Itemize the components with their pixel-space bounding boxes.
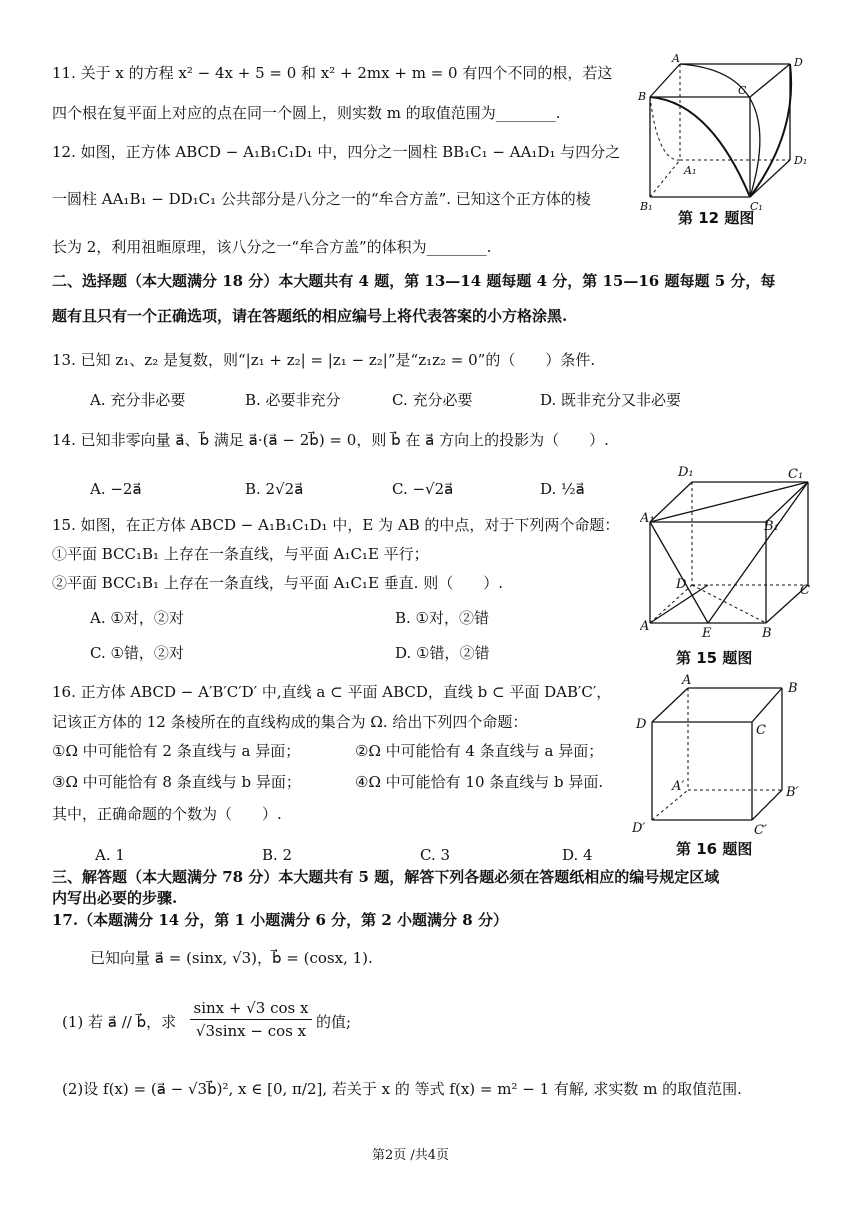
fig12-label-c: C (738, 84, 747, 97)
q15-stem: 15. 如图，在正方体 ABCD − A₁B₁C₁D₁ 中，E 为 AB 的中点，对于下列两个命题： (52, 516, 620, 534)
q11-line-2: 四个根在复平面上对应的点在同一个圆上，则实数 m 的取值范围为________. (52, 104, 561, 122)
fig16-label-c: C (756, 723, 766, 738)
q16-proposition-1: ①Ω 中可能恰有 2 条直线与 a 异面； (52, 742, 301, 760)
fig16-label-c-prime: C′ (754, 823, 767, 838)
fig12-label-c1: C₁ (750, 200, 763, 212)
q15-option-b: B. ①对，②错 (395, 609, 490, 627)
fig15-label-b1: B₁ (764, 519, 779, 534)
figure-12-caption: 第 12 题图 (678, 209, 755, 227)
q17-part-1-prefix: (1) 若 a⃗ // b⃗，求 (62, 1013, 177, 1031)
fig15-label-e: E (702, 626, 712, 640)
fig12-label-b: B (638, 90, 647, 103)
fig15-label-a: A (640, 619, 650, 634)
q17-part-1-fraction (190, 998, 312, 1041)
fig12-label-d: D (794, 56, 803, 69)
q13-option-c: C. 充分必要 (392, 391, 473, 409)
section-3-line-2: 内写出必要的步骤. (52, 889, 178, 907)
q14-option-a: A. −2a⃗ (90, 480, 142, 498)
q13-option-a: A. 充分非必要 (90, 391, 186, 409)
q16-option-a: A. 1 (95, 846, 125, 864)
fraction-bar (190, 1019, 312, 1020)
figure-15-diagram (640, 460, 815, 640)
fig16-label-b: B (788, 681, 798, 696)
q12-line-1: 12. 如图，正方体 ABCD − A₁B₁C₁D₁ 中，四分之一圆柱 BB₁C₁ − AA₁D₁ 与四分之 (52, 143, 621, 161)
q14-option-d: D. ½a⃗ (540, 480, 585, 498)
q14-option-c: C. −√2a⃗ (392, 480, 454, 498)
q16-option-b: B. 2 (262, 846, 293, 864)
q13-option-d: D. 既非充分又非必要 (540, 391, 682, 409)
figure-16-caption: 第 16 题图 (676, 840, 753, 858)
fig12-label-a: A (672, 52, 680, 65)
figure-12-diagram (638, 52, 816, 212)
q16-proposition-3: ③Ω 中可能恰有 8 条直线与 b 异面； (52, 773, 301, 791)
fig15-label-d1: D₁ (678, 465, 694, 480)
q17-fraction-numerator: sinx + √3 cos x (193, 999, 309, 1017)
fig16-label-b-prime: B′ (786, 785, 799, 800)
fig15-label-c: C (800, 583, 810, 598)
q16-proposition-2: ②Ω 中可能恰有 4 条直线与 a 异面； (355, 742, 604, 760)
q15-proposition-1: ①平面 BCC₁B₁ 上存在一条直线，与平面 A₁C₁E 平行； (52, 545, 429, 563)
q17-part-1-suffix: 的值; (316, 1013, 352, 1031)
q13-option-b: B. 必要非充分 (245, 391, 341, 409)
q17-header: 17.（本题满分 14 分，第 1 小题满分 6 分，第 2 小题满分 8 分） (52, 911, 508, 929)
section-3-line-1: 三、解答题（本大题满分 78 分）本大题共有 5 题，解答下列各题必须在答题纸相应的编号规定区域 (52, 868, 720, 886)
q17-given: 已知向量 a⃗ = (sinx, √3)，b⃗ = (cosx, 1). (90, 949, 373, 967)
fig15-label-c1: C₁ (788, 467, 804, 482)
fig16-label-a: A (682, 673, 692, 688)
q16-proposition-4: ④Ω 中可能恰有 10 条直线与 b 异面. (355, 773, 604, 791)
q12-line-3: 长为 2，利用祖暅原理，该八分之一“牟合方盖”的体积为________. (52, 238, 492, 256)
q17-part-2: (2)设 f(x) = (a⃗ − √3b⃗)², x ∈ [0, π/2], 若关于 x 的 等式 f(x) = m² − 1 有解, 求实数 m 的取值范围. (62, 1080, 742, 1098)
q16-line-2: 记该正方体的 12 条棱所在的直线构成的集合为 Ω. 给出下列四个命题： (52, 713, 528, 731)
figure-16-diagram (632, 670, 812, 840)
q12-line-2: 一圆柱 AA₁B₁ − DD₁C₁ 公共部分是八分之一的“牟合方盖”. 已知这个正方体的棱 (52, 190, 591, 208)
section-2-line-2: 题有且只有一个正确选项，请在答题纸的相应编号上将代表答案的小方格涂黑. (52, 307, 568, 325)
q13-stem: 13. 已知 z₁、z₂ 是复数，则“|z₁ + z₂| = |z₁ − z₂|”是“z₁z₂ = 0”的（ ）条件. (52, 351, 596, 369)
q16-option-d: D. 4 (562, 846, 593, 864)
q15-proposition-2: ②平面 BCC₁B₁ 上存在一条直线，与平面 A₁C₁E 垂直. 则（ ）. (52, 574, 503, 592)
q11-line-1: 11. 关于 x 的方程 x² − 4x + 5 = 0 和 x² + 2mx + m = 0 有四个不同的根，若这 (52, 64, 613, 82)
fig16-label-a-prime: A′ (672, 779, 685, 794)
q14-stem: 14. 已知非零向量 a⃗、b⃗ 满足 a⃗·(a⃗ − 2b⃗) = 0，则 b⃗ 在 a⃗ 方向上的投影为（ ）. (52, 431, 609, 449)
page-footer: 第2页 /共4页 (372, 1148, 450, 1163)
fig12-label-d1: D₁ (794, 154, 808, 167)
fig16-label-d-prime: D′ (632, 821, 646, 836)
figure-15-caption: 第 15 题图 (676, 649, 753, 667)
q16-stem: 16. 正方体 ABCD − A′B′C′D′ 中,直线 a ⊂ 平面 ABCD，直线 b ⊂ 平面 DAB′C′， (52, 683, 612, 701)
q16-option-c: C. 3 (420, 846, 451, 864)
q15-option-d: D. ①错，②错 (395, 644, 490, 662)
q15-option-a: A. ①对，②对 (90, 609, 184, 627)
fig15-label-b: B (762, 626, 772, 640)
fig15-label-a1: A₁ (640, 511, 655, 526)
q15-option-c: C. ①错，②对 (90, 644, 184, 662)
q14-option-b: B. 2√2a⃗ (245, 480, 304, 498)
fig12-label-b1: B₁ (640, 200, 653, 212)
q16-ask: 其中，正确命题的个数为（ ）. (52, 805, 282, 823)
fig16-label-d: D (636, 717, 647, 732)
fig12-label-a1: A₁ (684, 164, 697, 177)
section-2-line-1: 二、选择题（本大题满分 18 分）本大题共有 4 题，第 13—14 题每题 4 分，第 15—16 题每题 5 分，每 (52, 272, 776, 290)
fig15-label-d: D (676, 577, 687, 592)
q17-fraction-denominator: √3sinx − cos x (195, 1022, 307, 1040)
